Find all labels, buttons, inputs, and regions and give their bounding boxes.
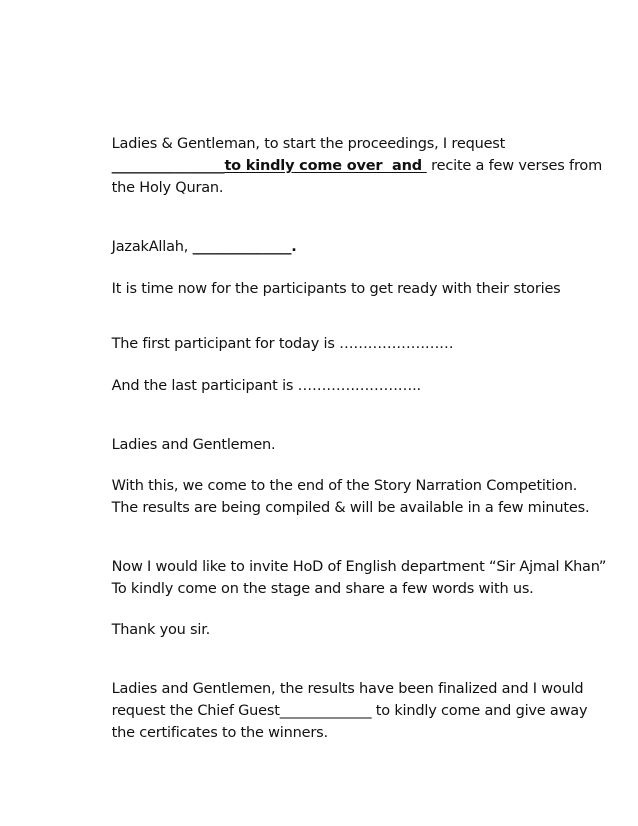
participants-ready-text: It is time now for the participants to get ready with their stories bbox=[111, 281, 561, 297]
results-finalized-text: Ladies and Gentlemen, the results have been finalized and I would bbox=[111, 681, 584, 697]
last-participant-text: And the last participant is …………………….. bbox=[111, 378, 421, 394]
para-thank-you bbox=[94, 597, 210, 663]
certificates-text: the certificates to the winners. bbox=[111, 725, 328, 741]
end-competition-text: With this, we come to the end of the Story Narration Competition. bbox=[111, 478, 578, 494]
invite-hod-text: Now I would like to invite HoD of English department “Sir Ajmal Khan” bbox=[111, 559, 607, 575]
para-last-participant bbox=[94, 353, 421, 419]
chief-guest-text: request the Chief Guest_____________ to kindly come and give away bbox=[111, 703, 588, 719]
request-text-rest: recite a few verses from bbox=[426, 158, 602, 174]
first-participant-text: The first participant for today is …………………… bbox=[111, 336, 454, 352]
blank-name-field: ______________. bbox=[192, 239, 297, 255]
thank-you-text: Thank you sir. bbox=[111, 622, 211, 638]
para-end-competition-line-2 bbox=[94, 475, 589, 541]
blank-name-field: ________________ bbox=[111, 158, 225, 174]
para-request-line-3 bbox=[94, 155, 223, 221]
results-compiled-text: The results are being compiled & will be available in a few minutes. bbox=[111, 500, 590, 516]
jazakallah-text: JazakAllah, bbox=[111, 239, 193, 255]
request-text: Ladies & Gentleman, to start the proceedings, I request bbox=[111, 136, 506, 152]
ladies-gentlemen-text: Ladies and Gentlemen. bbox=[111, 437, 276, 453]
para-results-line-3 bbox=[94, 700, 328, 766]
invite-stage-text: To kindly come on the stage and share a few words with us. bbox=[111, 581, 534, 597]
request-text-end: the Holy Quran. bbox=[111, 180, 224, 196]
bold-underlined-phrase: to kindly come over and bbox=[224, 158, 427, 174]
